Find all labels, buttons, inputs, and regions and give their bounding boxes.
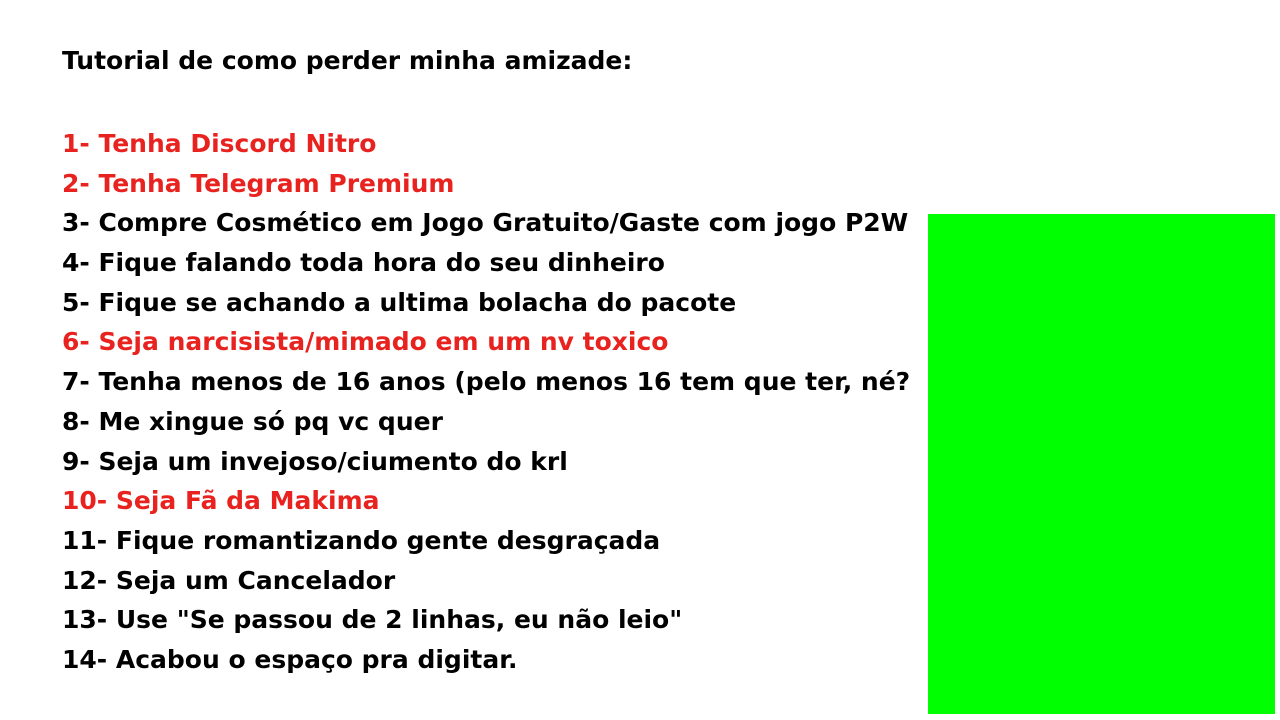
list-item: 7- Tenha menos de 16 anos (pelo menos 16 tem que ter, né? [62, 367, 911, 397]
list-item: 13- Use "Se passou de 2 linhas, eu não leio" [62, 605, 683, 635]
list-item: 12- Seja um Cancelador [62, 565, 396, 595]
list-item: 2- Tenha Telegram Premium [62, 168, 455, 198]
green-screen-block [928, 214, 1275, 714]
list-item: 1- Tenha Discord Nitro [62, 129, 377, 158]
rules-list [62, 124, 910, 680]
list-item: 9- Seja um invejoso/ciumento do krl [62, 446, 568, 476]
list-item: 11- Fique romantizando gente desgraçada [62, 525, 661, 555]
list-item: 5- Fique se achando a ultima bolacha do pacote [62, 287, 737, 317]
list-item: 6- Seja narcisista/mimado em um nv toxico [62, 327, 669, 357]
list-item: 8- Me xingue só pq vc quer [62, 406, 443, 436]
list-item: 4- Fique falando toda hora do seu dinheiro [62, 248, 665, 278]
page-title: Tutorial de como perder minha amizade: [62, 46, 633, 75]
list-item: 14- Acabou o espaço pra digitar. [62, 644, 518, 674]
list-item: 3- Compre Cosmético em Jogo Gratuito/Gaste com jogo P2W [62, 208, 909, 238]
list-item: 10- Seja Fã da Makima [62, 486, 380, 516]
